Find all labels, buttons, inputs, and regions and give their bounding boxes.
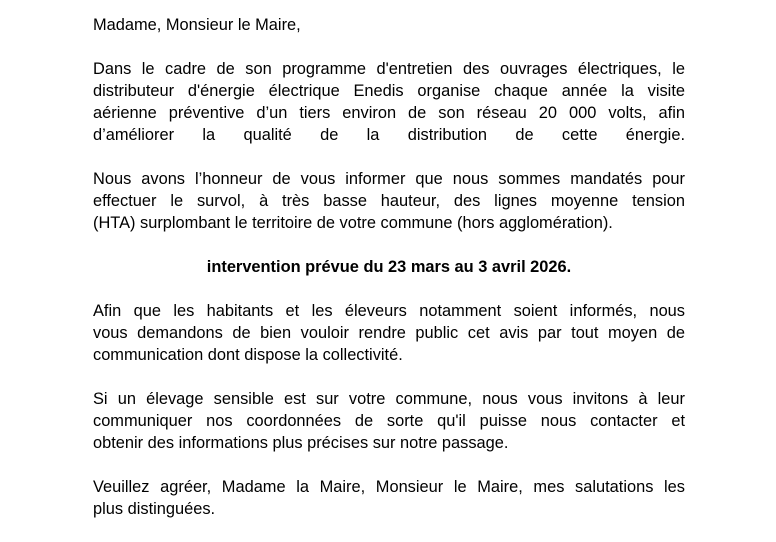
salutation-text: Madame, Monsieur le Maire, [93, 16, 301, 34]
paragraph-overflight-notice [93, 168, 685, 234]
letter-body [93, 14, 685, 542]
intervention-dates: intervention prévue du 23 mars au 3 avril 2026. [206, 258, 572, 276]
paragraph-line: communication dont dispose la collectivité. [93, 346, 403, 364]
paragraph-public-notice [93, 300, 685, 366]
paragraph-maintenance-program [93, 58, 685, 146]
paragraph-line: plus distinguées. [93, 500, 216, 518]
closing-formula [93, 476, 685, 520]
paragraph-line: Nous avons l’honneur de vous informer que nous sommes mandatés pour [93, 170, 685, 188]
salutation [93, 14, 685, 36]
paragraph-line: (HTA) surplombant le territoire de votre commune (hors agglomération). [93, 214, 613, 232]
paragraph-line: Veuillez agréer, Madame la Maire, Monsieur le Maire, mes salutations les [93, 478, 685, 496]
paragraph-livestock [93, 388, 685, 454]
paragraph-line: Si un élevage sensible est sur votre commune, nous vous invitons à leur [93, 390, 685, 408]
paragraph-line: Dans le cadre de son programme d'entretien des ouvrages électriques, le [93, 60, 685, 78]
paragraph-line: aérienne préventive d’un tiers environ de son réseau 20 000 volts, afin [93, 104, 685, 122]
paragraph-line: effectuer le survol, à très basse hauteur, des lignes moyenne tension [93, 192, 685, 210]
paragraph-line: communiquer nos coordonnées de sorte qu'il puisse nous contacter et [93, 412, 685, 430]
paragraph-line: Afin que les habitants et les éleveurs notamment soient informés, nous [93, 302, 685, 320]
paragraph-line: obtenir des informations plus précises sur notre passage. [93, 434, 509, 452]
paragraph-line: d’améliorer la qualité de la distribution de cette énergie. [93, 126, 685, 144]
paragraph-line: vous demandons de bien vouloir rendre public cet avis par tout moyen de [93, 324, 685, 342]
paragraph-line: distributeur d'énergie électrique Enedis organise chaque année la visite [93, 82, 685, 100]
